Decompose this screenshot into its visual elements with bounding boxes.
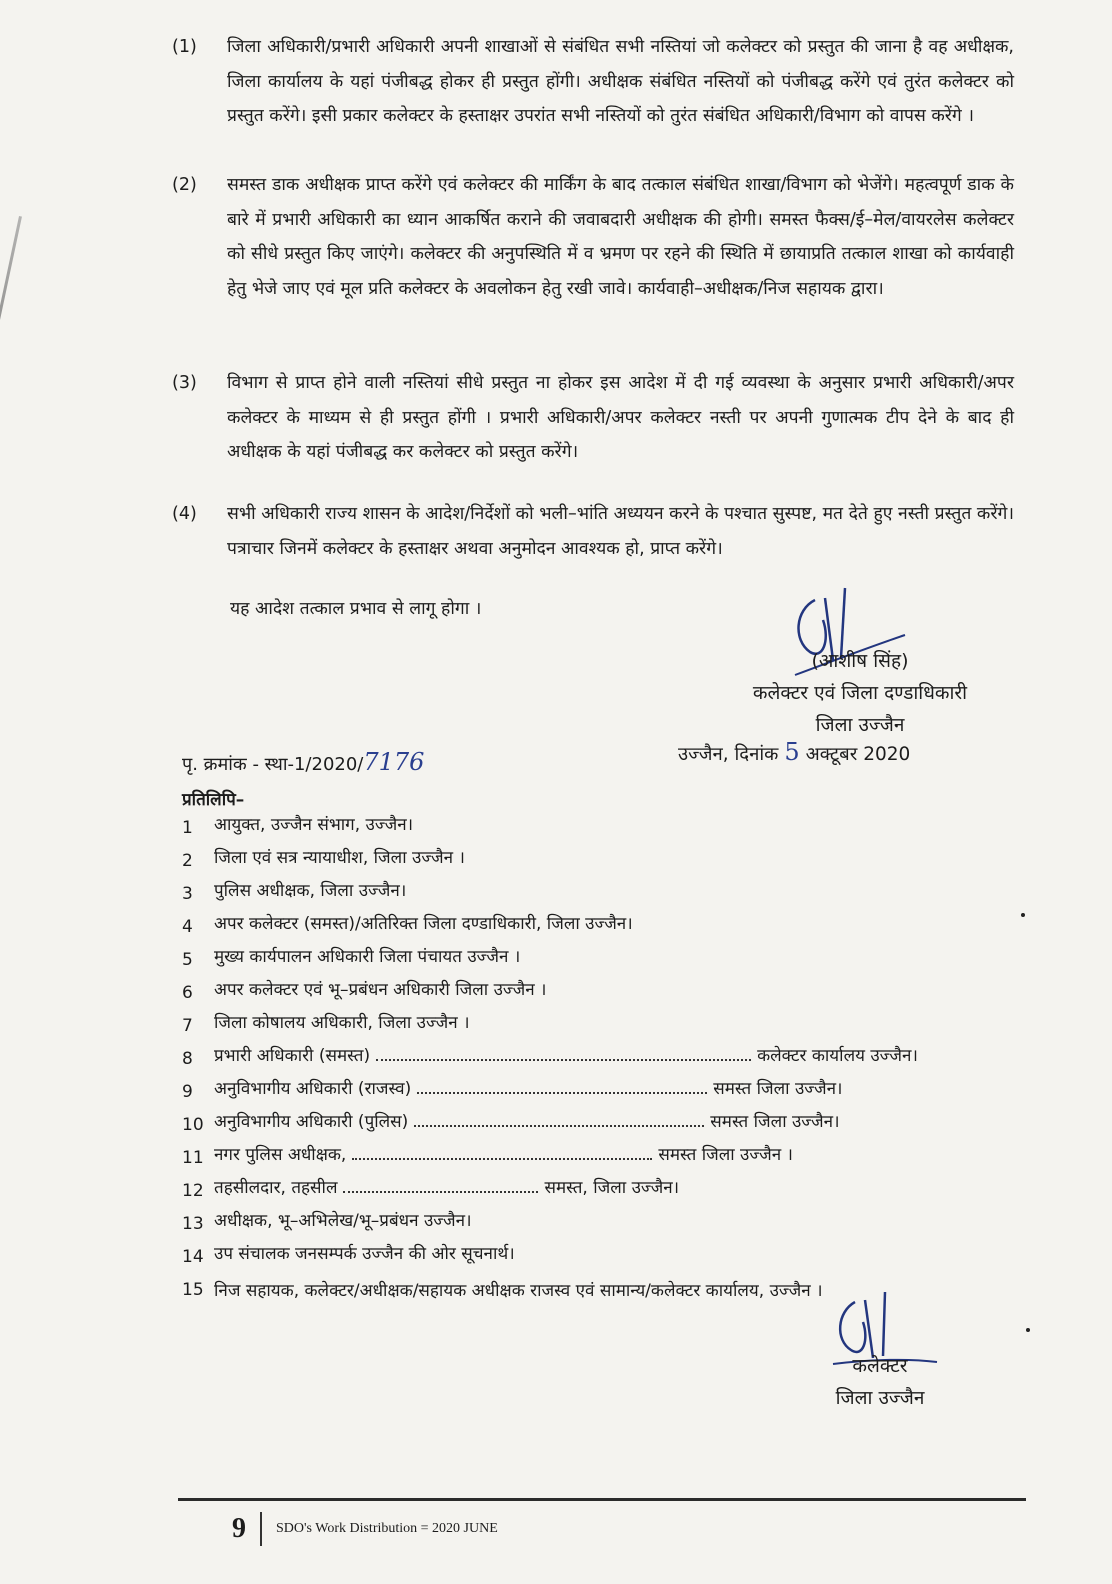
signer-designation: कलेक्टर एवं जिला दण्डाधिकारी xyxy=(752,682,968,704)
order-paragraph-2 xyxy=(172,168,1014,306)
paragraph-number: (4) xyxy=(172,504,197,524)
dotted-leader xyxy=(376,1047,751,1061)
list-item-text: अपर कलेक्टर (समस्त)/अतिरिक्त जिला दण्डाधिकारी, जिला उज्जैन। xyxy=(214,914,633,934)
list-item-suffix: समस्त, जिला उज्जैन। xyxy=(544,1178,680,1198)
list-item xyxy=(182,878,1042,912)
list-item xyxy=(182,977,1042,1011)
paragraph-text: सभी अधिकारी राज्य शासन के आदेश/निर्देशों को भली–भांति अध्ययन करने के पश्चात सुस्पष्ट, मत देते हुए नस्ती प्रस्तुत करेंगे। पत्राचार जिनमें कलेक्टर के हस्ताक्षर अथवा अनुमोदन आवश्यक हो, प्राप्त करेंगे। xyxy=(227,504,1014,559)
list-item-text: अधीक्षक, भू–अभिलेख/भू–प्रबंधन उज्जैन। xyxy=(214,1211,472,1231)
list-item xyxy=(182,1109,1042,1143)
second-signer-designation: कलेक्टर xyxy=(852,1355,908,1377)
list-item-text: अनुविभागीय अधिकारी (पुलिस) xyxy=(214,1112,409,1132)
list-item-number: 14 xyxy=(182,1247,204,1267)
paragraph-text: विभाग से प्राप्त होने वाली नस्तियां सीधे प्रस्तुत ना होकर इस आदेश में दी गई व्यवस्था के अनुसार प्रभारी अधिकारी/अपर कलेक्टर के माध्यम से ही प्रस्तुत होंगी । प्रभारी अधिकारी/अपर कलेक्टर नस्ती पर अपनी गुणात्मक टीप देने के बाद ही अधीक्षक के यहां पंजीबद्ध कर कलेक्टर को प्रस्तुत करेंगे। xyxy=(227,373,1014,462)
list-item-number: 13 xyxy=(182,1214,204,1234)
list-item-number: 6 xyxy=(182,983,193,1003)
list-item-text: मुख्य कार्यपालन अधिकारी जिला पंचायत उज्जैन । xyxy=(214,947,521,967)
list-item-number: 9 xyxy=(182,1082,193,1102)
page-footer xyxy=(232,1512,498,1546)
list-item xyxy=(182,812,1042,846)
closing-line: यह आदेश तत्काल प्रभाव से लागू होगा । xyxy=(230,599,482,619)
list-item-number: 7 xyxy=(182,1016,193,1036)
list-item-number: 4 xyxy=(182,917,193,937)
dotted-leader xyxy=(352,1146,652,1160)
list-item-number: 1 xyxy=(182,818,193,838)
list-item-suffix: समस्त जिला उज्जैन । xyxy=(658,1145,793,1165)
reference-number xyxy=(182,748,424,776)
order-paragraph-1 xyxy=(172,30,1014,134)
list-item-number: 5 xyxy=(182,950,193,970)
dotted-leader xyxy=(414,1113,704,1127)
list-item-text: निज सहायक, कलेक्टर/अधीक्षक/सहायक अधीक्षक राजस्व एवं सामान्य/कलेक्टर कार्यालय, उज्जैन । xyxy=(214,1281,823,1301)
list-item-text: जिला कोषालय अधिकारी, जिला उज्जैन । xyxy=(214,1013,470,1033)
list-item xyxy=(182,1142,1042,1176)
list-item-text: जिला एवं सत्र न्यायाधीश, जिला उज्जैन । xyxy=(214,848,465,868)
list-item-suffix: समस्त जिला उज्जैन। xyxy=(713,1079,843,1099)
order-paragraph-4 xyxy=(172,497,1014,566)
list-item-suffix: समस्त जिला उज्जैन। xyxy=(710,1112,840,1132)
list-item-text: पुलिस अधीक्षक, जिला उज्जैन। xyxy=(214,881,407,901)
list-item xyxy=(182,1241,1042,1275)
date-handwritten-day: 5 xyxy=(784,738,800,766)
paragraph-number: (3) xyxy=(172,373,197,393)
list-item-text: अपर कलेक्टर एवं भू–प्रबंधन अधिकारी जिला उज्जैन । xyxy=(214,980,547,1000)
list-item-number: 15 xyxy=(182,1280,204,1300)
list-item xyxy=(182,845,1042,879)
list-item-text: प्रभारी अधिकारी (समस्त) xyxy=(214,1046,371,1066)
signer-district: जिला उज्जैन xyxy=(815,714,905,736)
list-item-number: 8 xyxy=(182,1049,193,1069)
order-paragraph-3 xyxy=(172,366,1014,470)
scan-speck xyxy=(1026,1328,1030,1332)
order-date xyxy=(678,738,910,766)
dotted-leader xyxy=(417,1080,707,1094)
list-item-text: नगर पुलिस अधीक्षक, xyxy=(214,1145,347,1165)
page-number: 9 xyxy=(232,1513,246,1544)
list-item-number: 12 xyxy=(182,1181,204,1201)
paragraph-text: समस्त डाक अधीक्षक प्राप्त करेंगे एवं कलेक्टर की मार्किंग के बाद तत्काल संबंधित शाखा/विभाग को भेजेंगे। महत्वपूर्ण डाक के बारे में प्रभारी अधिकारी का ध्यान आकर्षित कराने की जवाबदारी अधीक्षक की होगी। समस्त फैक्स/ई–मेल/वायरलेस कलेक्टर को सीधे प्रस्तुत किए जाएंगे। कलेक्टर की अनुपस्थिति में व भ्रमण पर रहने की स्थिति में छायाप्रति तत्काल शाखा को कार्यवाही हेतु भेजे जाए एवं मूल प्रति कलेक्टर के अवलोकन हेतु रखी जावे। कार्यवाही–अधीक्षक/निज सहायक द्वारा। xyxy=(227,175,1014,299)
paragraph-number: (1) xyxy=(172,37,197,57)
second-signer-district: जिला उज्जैन xyxy=(835,1387,925,1409)
reference-prefix: पृ. क्रमांक - स्था-1/2020/ xyxy=(182,754,364,775)
signer-block xyxy=(700,645,1020,741)
second-signer-block xyxy=(790,1350,970,1414)
list-item-text: उप संचालक जनसम्पर्क उज्जैन की ओर सूचनार्थ। xyxy=(214,1244,515,1264)
dotted-leader xyxy=(343,1179,538,1193)
scan-edge-mark xyxy=(0,216,22,339)
list-item-number: 10 xyxy=(182,1115,204,1135)
scan-speck xyxy=(1021,913,1025,917)
footer-divider xyxy=(260,1512,262,1546)
paragraph-number: (2) xyxy=(172,175,197,195)
paragraph-text: जिला अधिकारी/प्रभारी अधिकारी अपनी शाखाओं से संबंधित सभी नस्तियां जो कलेक्टर को प्रस्तुत की जाना है वह अधीक्षक, जिला कार्यालय के यहां पंजीबद्ध होकर ही प्रस्तुत होंगी। अधीक्षक संबंधित नस्तियों को पंजीबद्ध करेंगे एवं तुरंत कलेक्टर को प्रस्तुत करेंगे। इसी प्रकार कलेक्टर के हस्ताक्षर उपरांत सभी नस्तियों को तुरंत संबंधित अधिकारी/विभाग को वापस करेंगे । xyxy=(227,37,1014,126)
list-item xyxy=(182,1043,1042,1077)
date-prefix: उज्जैन, दिनांक xyxy=(678,744,779,765)
list-item-text: तहसीलदार, तहसील xyxy=(214,1178,338,1198)
signer-name: (आशीष सिंह) xyxy=(811,650,909,672)
footer-rule xyxy=(178,1498,1026,1501)
list-item-text: आयुक्त, उज्जैन संभाग, उज्जैन। xyxy=(214,815,414,835)
list-item xyxy=(182,1076,1042,1110)
list-item-number: 3 xyxy=(182,884,193,904)
date-month-year: अक्टूबर 2020 xyxy=(805,744,911,765)
list-item xyxy=(182,1010,1042,1044)
list-item-number: 11 xyxy=(182,1148,204,1168)
list-item xyxy=(182,911,1042,945)
list-item xyxy=(182,1208,1042,1242)
list-item-text: अनुविभागीय अधिकारी (राजस्व) xyxy=(214,1079,412,1099)
list-item-number: 2 xyxy=(182,851,193,871)
footer-text: SDO's Work Distribution = 2020 JUNE xyxy=(276,1521,498,1536)
list-item xyxy=(182,1175,1042,1209)
list-item xyxy=(182,944,1042,978)
list-item-suffix: कलेक्टर कार्यालय उज्जैन। xyxy=(757,1046,918,1066)
copy-heading: प्रतिलिपि– xyxy=(182,790,245,810)
reference-handwritten-number: 7176 xyxy=(363,748,425,776)
